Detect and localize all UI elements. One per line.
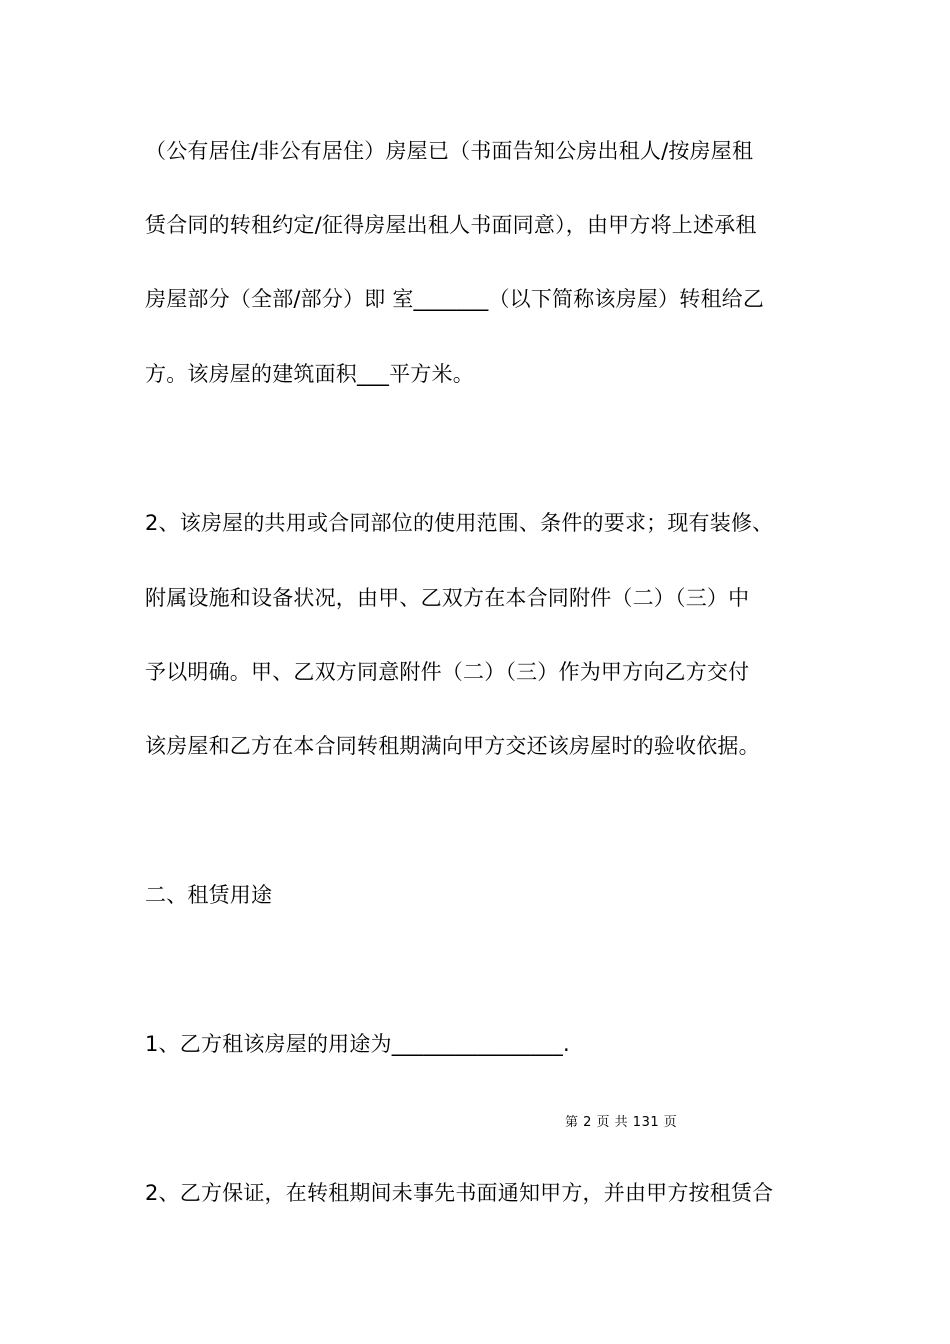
- paragraph-1-line-3: 房屋部分（全部/部分）即 室_______（以下简称该房屋）转租给乙: [145, 287, 765, 311]
- paragraph-1-line-4: 方。该房屋的建筑面积___平方米。: [145, 362, 474, 386]
- page-footer: 第 2 页 共 131 页: [565, 1115, 678, 1130]
- section-heading: 二、租赁用途: [145, 883, 273, 907]
- paragraph-1-line-1: （公有居住/非公有居住）房屋已（书面告知公房出租人/按房屋租: [145, 139, 754, 163]
- paragraph-4-line-1: 2、乙方保证，在转租期间未事先书面通知甲方，并由甲方按租赁合: [145, 1181, 774, 1205]
- paragraph-3-line-1: 1、乙方租该房屋的用途为________________.: [145, 1032, 570, 1056]
- paragraph-1-line-2: 赁合同的转租约定/征得房屋出租人书面同意），由甲方将上述承租: [145, 213, 757, 237]
- paragraph-2-line-4: 该房屋和乙方在本合同转租期满向甲方交还该房屋时的验收依据。: [145, 734, 760, 758]
- paragraph-2-line-1: 2、该房屋的共用或合同部位的使用范围、条件的要求；现有装修、: [145, 511, 774, 535]
- paragraph-2-line-3: 予以明确。甲、乙双方同意附件（二）（三）作为甲方向乙方交付: [145, 660, 750, 684]
- paragraph-2-line-2: 附属设施和设备状况，由甲、乙双方在本合同附件（二）（三）中: [145, 586, 750, 610]
